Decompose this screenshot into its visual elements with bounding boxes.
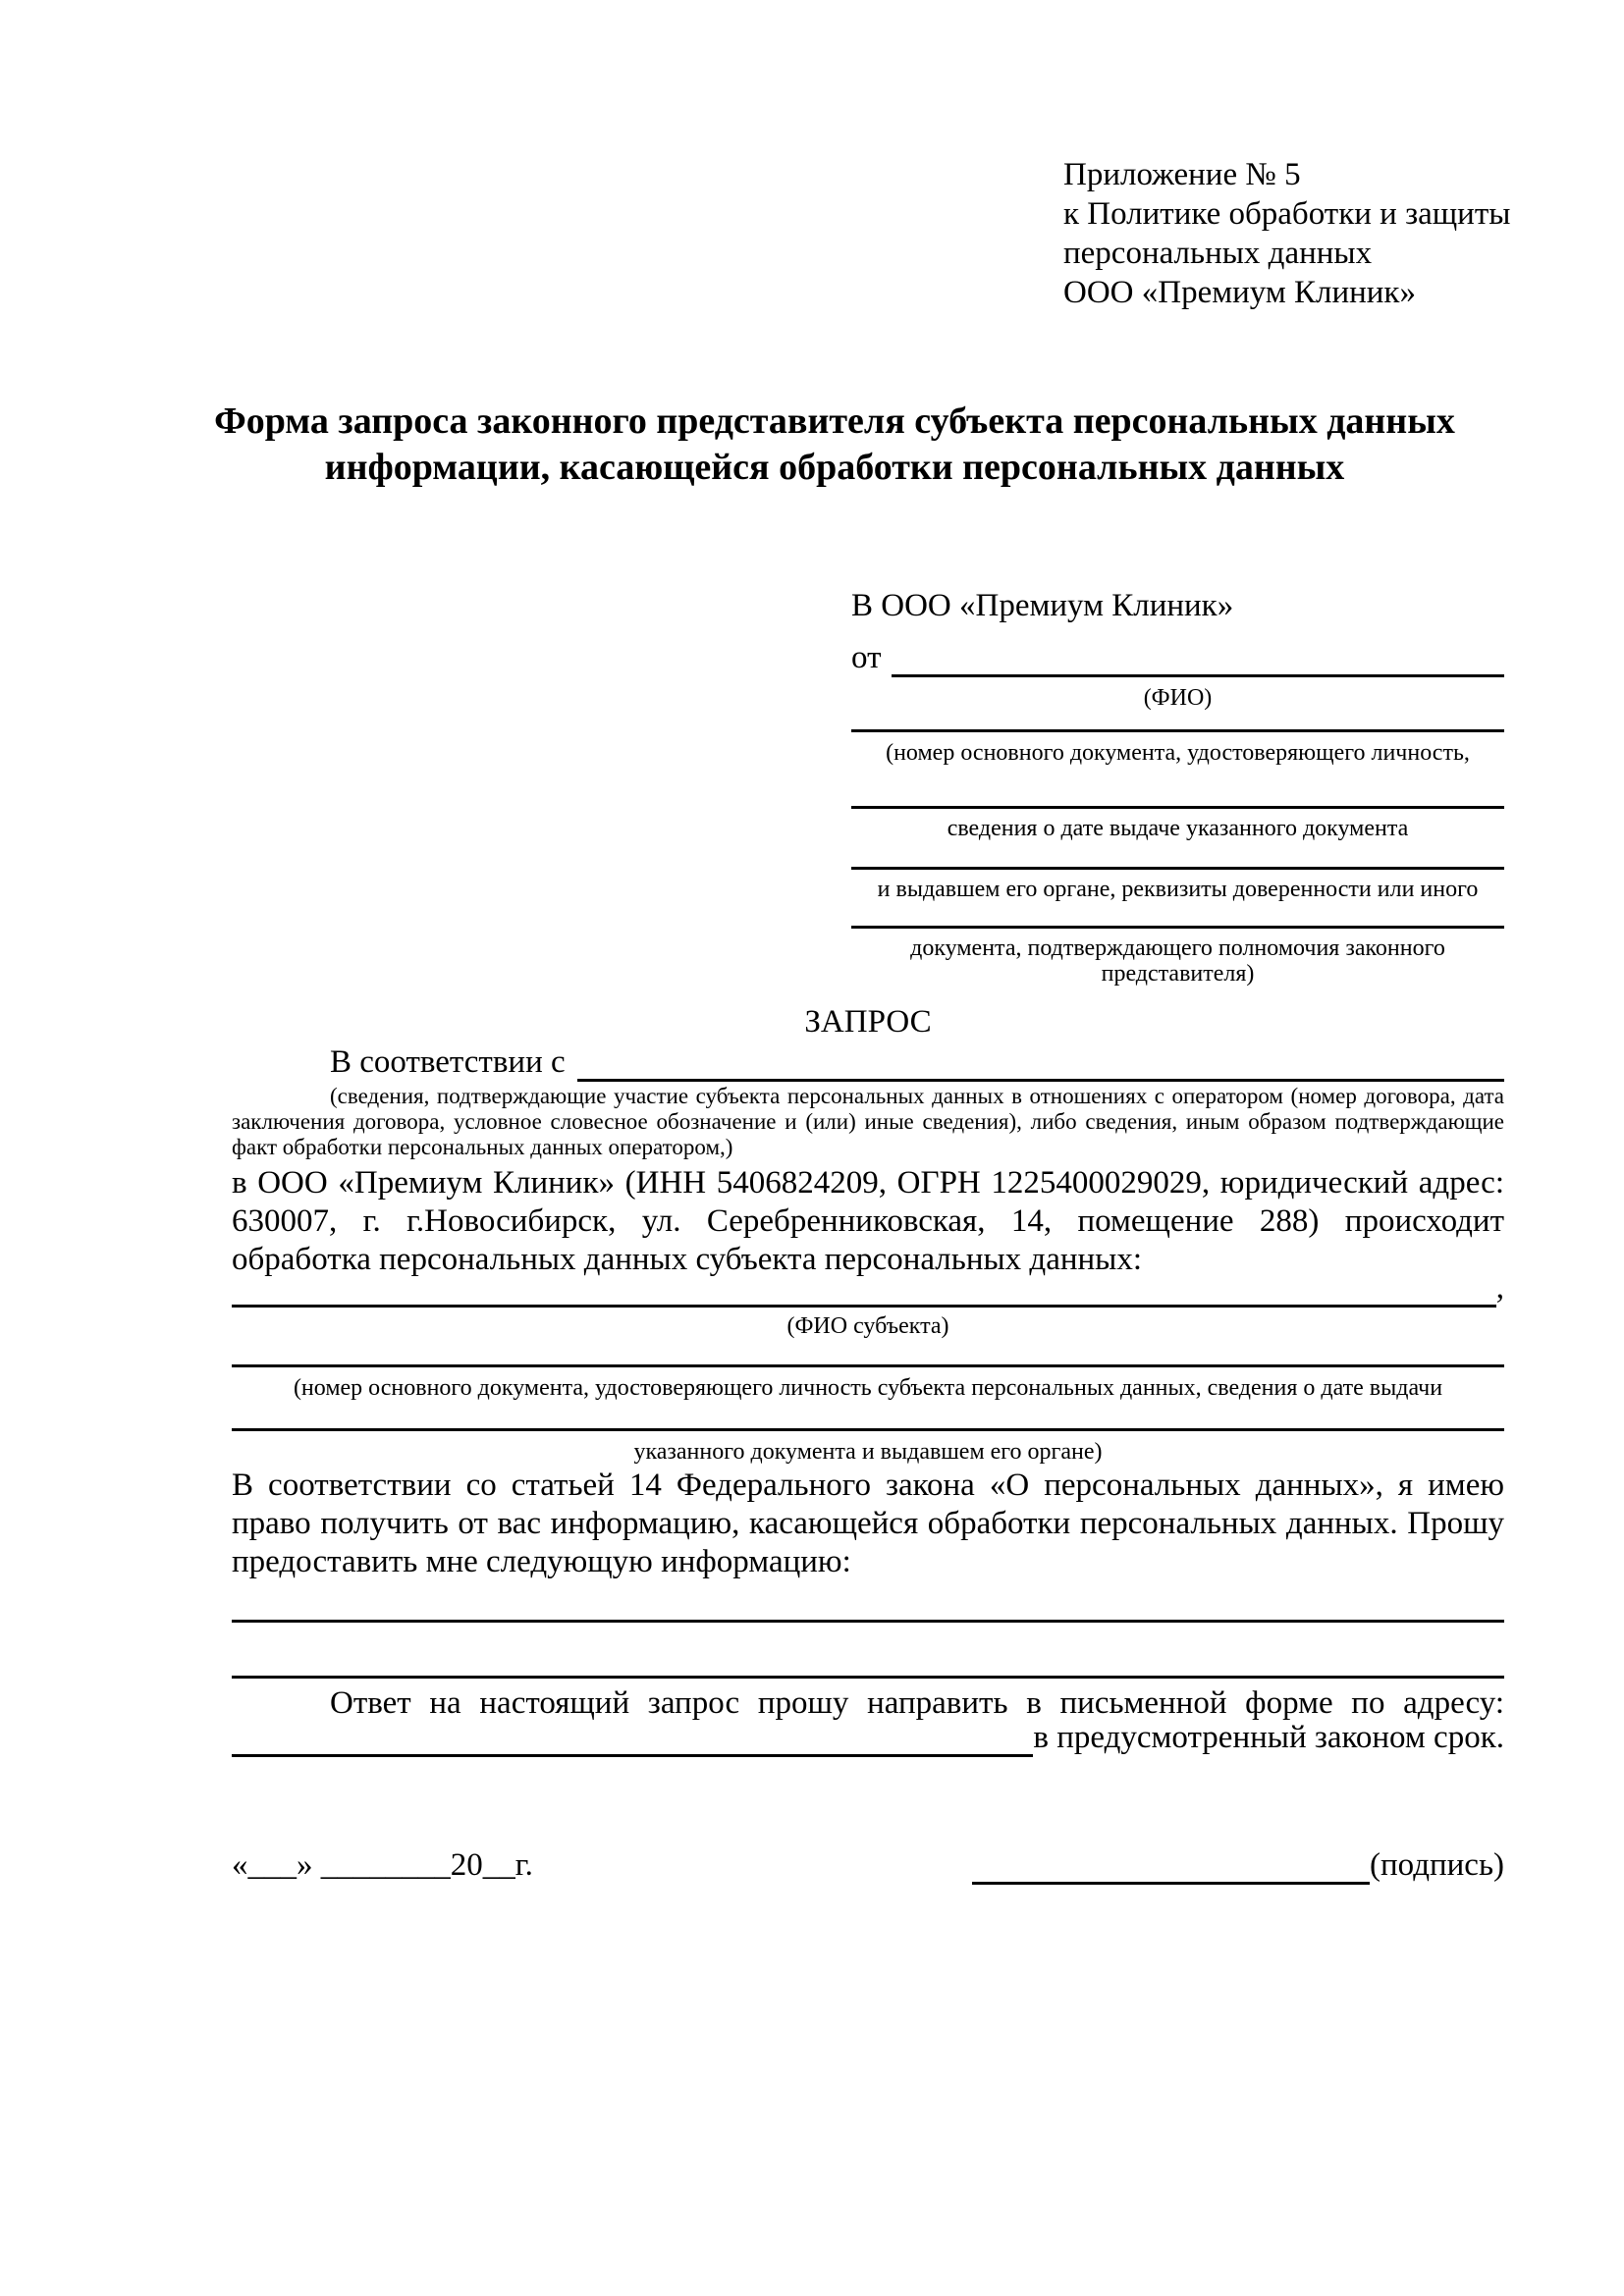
blank-line-requested-info-1 bbox=[232, 1591, 1504, 1623]
blank-line-signature bbox=[972, 1845, 1370, 1885]
blank-line-subject-document-2 bbox=[232, 1400, 1504, 1431]
blank-line-response-address bbox=[232, 1722, 1033, 1757]
accordance-label: В соответствии с bbox=[330, 1044, 566, 1080]
addressee-to-line: В ООО «Премиум Клиник» bbox=[851, 588, 1234, 623]
blank-line-document-number bbox=[851, 701, 1504, 732]
annex-line: ООО «Премиум Клиник» bbox=[1063, 275, 1416, 310]
signature-group bbox=[972, 1845, 1504, 1885]
field-caption-issuing-authority: и выдавшем его органе, реквизиты доверенности или иного bbox=[877, 877, 1479, 902]
title-line: Форма запроса законного представителя субъекта персональных данных bbox=[214, 400, 1455, 442]
request-heading: ЗАПРОС bbox=[804, 1004, 932, 1040]
field-caption-subject-document: (номер основного документа, удостоверяющего личность субъекта персональных данных, сведения о дате выдачи bbox=[293, 1375, 1443, 1401]
response-tail: в предусмотренный законом срок. bbox=[1033, 1720, 1504, 1755]
signature-caption: (подпись) bbox=[1370, 1847, 1504, 1883]
annex-block bbox=[1063, 155, 1535, 312]
field-caption-issue-date: сведения о дате выдаче указанного документа bbox=[947, 816, 1409, 841]
subject-name-row bbox=[232, 1272, 1504, 1308]
response-paragraph: Ответ на настоящий запрос прошу направить в письменной форме по адресу: bbox=[330, 1685, 1504, 1721]
blank-line-issuing-authority bbox=[851, 838, 1504, 870]
field-caption-subject-document-2: указанного документа и выдавшем его органе) bbox=[633, 1439, 1103, 1465]
date-line: «___» ________20__г. bbox=[232, 1847, 533, 1883]
document-title bbox=[157, 399, 1512, 491]
response-address-row bbox=[232, 1722, 1504, 1757]
date-signature-row bbox=[232, 1845, 1504, 1885]
subject-line-comma: , bbox=[1495, 1270, 1504, 1306]
blank-line-issue-date bbox=[851, 777, 1504, 809]
field-caption-fio: (ФИО) bbox=[1143, 685, 1213, 711]
from-label: от bbox=[851, 640, 882, 675]
blank-line-authority-document bbox=[851, 897, 1504, 929]
accordance-row bbox=[232, 1042, 1504, 1082]
blank-line-subject-name bbox=[232, 1272, 1496, 1308]
annex-line: Приложение № 5 bbox=[1063, 157, 1301, 192]
from-field-row bbox=[851, 634, 1504, 677]
field-caption-subject-fio: (ФИО субъекта) bbox=[786, 1313, 949, 1339]
blank-line-relation-details bbox=[577, 1042, 1504, 1082]
accordance-caption: (сведения, подтверждающие участие субъекта персональных данных в отношениях с оператором (номер договора, дата заключения договора, условное словесное обозначение и (или) иные сведения), либо сведения, иным образом подтверждающие факт обработки персональных данных оператором,) bbox=[232, 1084, 1504, 1159]
law-paragraph: В соответствии со статьей 14 Федерального закона «О персональных данных», я имею право получить от вас информацию, касающейся обработки персональных данных. Прошу предоставить мне следующую информацию: bbox=[232, 1468, 1504, 1579]
operator-paragraph: в ООО «Премиум Клиник» (ИНН 5406824209, ОГРН 1225400029029, юридический адрес: 630007, г. г.Новосибирск, ул. Серебренниковская, 14, помещение 288) происходит обработка персональных данных субъекта персональных данных: bbox=[232, 1165, 1504, 1277]
field-caption-document-number: (номер основного документа, удостоверяющего личность, bbox=[886, 740, 1470, 766]
annex-line: к Политике обработки и защиты bbox=[1063, 196, 1511, 232]
blank-line-subject-document bbox=[232, 1336, 1504, 1367]
blank-line-representative-name bbox=[892, 634, 1505, 677]
field-caption-authority-document: документа, подтверждающего полномочия законного представителя) bbox=[910, 935, 1445, 987]
annex-line: персональных данных bbox=[1063, 236, 1373, 271]
blank-line-requested-info-2 bbox=[232, 1647, 1504, 1679]
title-line: информации, касающейся обработки персональных данных bbox=[324, 447, 1345, 488]
